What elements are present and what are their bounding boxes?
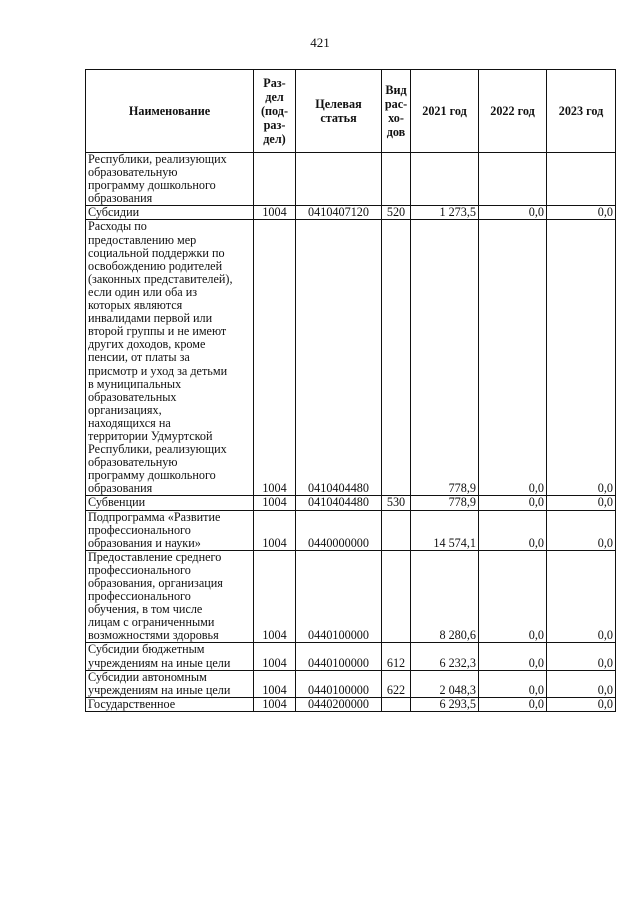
row-name: Предоставление среднего профессионального образования, организация профессионального обучения, в том числе лицам с ограниченными возможностями здоровья xyxy=(86,550,254,643)
table-row xyxy=(86,697,616,711)
row-kind: 612 xyxy=(382,643,411,670)
row-section: 1004 xyxy=(254,496,296,510)
table-row xyxy=(86,220,616,496)
row-section: 1004 xyxy=(254,550,296,643)
row-kind xyxy=(382,697,411,711)
row-2023: 0,0 xyxy=(547,206,616,220)
table-row xyxy=(86,206,616,220)
row-section: 1004 xyxy=(254,206,296,220)
row-name: Государственное xyxy=(86,697,254,711)
page-number: 421 xyxy=(310,35,330,50)
row-2023: 0,0 xyxy=(547,220,616,496)
row-kind: 622 xyxy=(382,670,411,697)
row-kind xyxy=(382,510,411,550)
row-2021: 8 280,6 xyxy=(411,550,479,643)
row-section xyxy=(254,153,296,206)
row-2023: 0,0 xyxy=(547,496,616,510)
row-target: 0410404480 xyxy=(296,220,382,496)
table-row xyxy=(86,510,616,550)
row-2023: 0,0 xyxy=(547,510,616,550)
table-row xyxy=(86,496,616,510)
row-section: 1004 xyxy=(254,643,296,670)
row-2022: 0,0 xyxy=(479,697,547,711)
header-2022: 2022 год xyxy=(479,70,547,153)
row-target: 0410404480 xyxy=(296,496,382,510)
row-kind: 530 xyxy=(382,496,411,510)
row-2022: 0,0 xyxy=(479,550,547,643)
table-row xyxy=(86,643,616,670)
row-name: Субсидии автономным учреждениям на иные цели xyxy=(86,670,254,697)
row-2021: 778,9 xyxy=(411,496,479,510)
header-2021: 2021 год xyxy=(411,70,479,153)
row-target: 0440000000 xyxy=(296,510,382,550)
row-target xyxy=(296,153,382,206)
row-kind xyxy=(382,153,411,206)
row-name: Подпрограмма «Развитие профессионального образования и науки» xyxy=(86,510,254,550)
row-2023: 0,0 xyxy=(547,697,616,711)
row-kind: 520 xyxy=(382,206,411,220)
row-section: 1004 xyxy=(254,220,296,496)
header-target: Целевая статья xyxy=(296,70,382,153)
table-row xyxy=(86,670,616,697)
row-2023: 0,0 xyxy=(547,550,616,643)
row-2021: 1 273,5 xyxy=(411,206,479,220)
row-2021 xyxy=(411,153,479,206)
row-2023 xyxy=(547,153,616,206)
row-2021: 6 293,5 xyxy=(411,697,479,711)
row-target: 0410407120 xyxy=(296,206,382,220)
row-section: 1004 xyxy=(254,510,296,550)
row-2022: 0,0 xyxy=(479,510,547,550)
table-header-row xyxy=(86,70,616,153)
row-target: 0440100000 xyxy=(296,670,382,697)
row-name: Субсидии бюджетным учреждениям на иные цели xyxy=(86,643,254,670)
row-target: 0440100000 xyxy=(296,550,382,643)
budget-table xyxy=(85,69,616,712)
header-name: Наименование xyxy=(86,70,254,153)
table-row xyxy=(86,550,616,643)
row-2021: 14 574,1 xyxy=(411,510,479,550)
row-name: Субвенции xyxy=(86,496,254,510)
row-2022: 0,0 xyxy=(479,670,547,697)
row-2022: 0,0 xyxy=(479,206,547,220)
table-row xyxy=(86,153,616,206)
row-kind xyxy=(382,550,411,643)
row-section: 1004 xyxy=(254,670,296,697)
row-2022 xyxy=(479,153,547,206)
row-name: Республики, реализующих образовательную программу дошкольного образования xyxy=(86,153,254,206)
row-target: 0440200000 xyxy=(296,697,382,711)
header-kind: Вид рас- хо- дов xyxy=(382,70,411,153)
row-2021: 2 048,3 xyxy=(411,670,479,697)
row-2023: 0,0 xyxy=(547,643,616,670)
row-2022: 0,0 xyxy=(479,643,547,670)
row-2022: 0,0 xyxy=(479,496,547,510)
row-target: 0440100000 xyxy=(296,643,382,670)
header-2023: 2023 год xyxy=(547,70,616,153)
row-2023: 0,0 xyxy=(547,670,616,697)
row-2022: 0,0 xyxy=(479,220,547,496)
header-section: Раз- дел (под- раз- дел) xyxy=(254,70,296,153)
row-2021: 778,9 xyxy=(411,220,479,496)
row-name: Расходы по предоставлению мер социальной поддержки по освобождению родителей (законных представителей), если один или оба из которых являются инвалидами первой или второй группы и не имеют других доходов, кроме пенсии, от платы за присмотр и уход за детьми в муниципальных образовательных организациях, находящихся на территории Удмуртской Республики, реализующих образовательную программу дошкольного образования xyxy=(86,220,254,496)
row-kind xyxy=(382,220,411,496)
row-name: Субсидии xyxy=(86,206,254,220)
row-2021: 6 232,3 xyxy=(411,643,479,670)
row-section: 1004 xyxy=(254,697,296,711)
